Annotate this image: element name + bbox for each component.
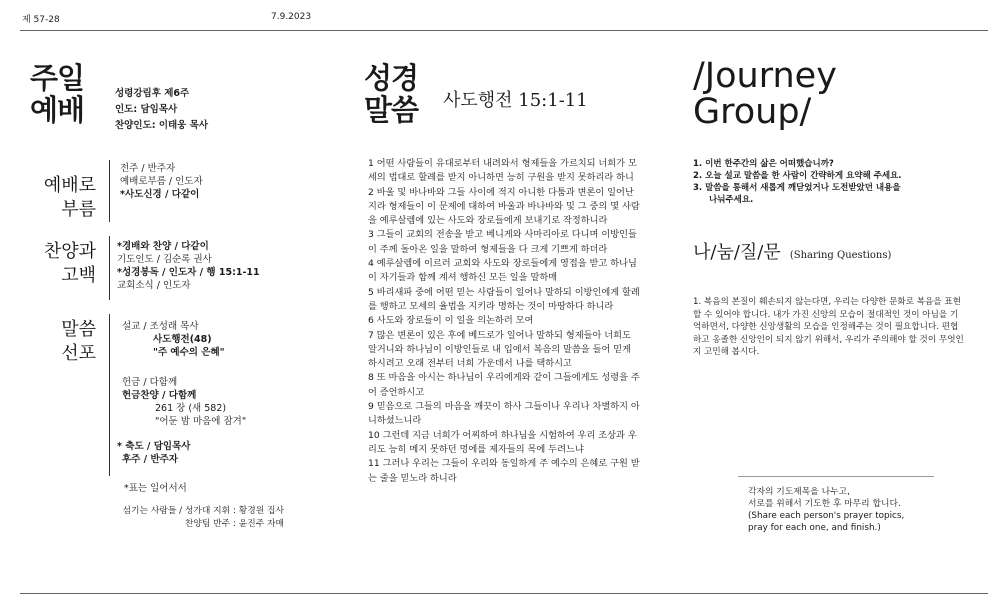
section-call-line2: 부름 (61, 199, 96, 220)
bible-title-line2: 말씀 (364, 93, 419, 127)
order-item: 교회소식 / 인도자 (117, 280, 191, 291)
worship-leader: 인도: 담임목사 (115, 104, 178, 115)
section-praise-line1: 찬양과 (43, 241, 96, 262)
verse: 8 또 마음을 아시는 하나님이 우리에게와 같이 그들에게도 성령을 주어 증언하시고 (368, 372, 640, 398)
section-word-line1: 말씀 (61, 319, 96, 340)
order-item: *성경봉독 / 인도자 / 행 15:1-11 (117, 267, 260, 278)
sermon-label: 설교 / 조성래 목사 (122, 321, 199, 332)
sermon-title: "주 예수의 은혜" (153, 347, 225, 358)
sharing-heading (693, 238, 891, 264)
offering-hymn-title: "어둔 밤 마음에 잠겨" (155, 416, 247, 427)
sharing-text: 1. 복음의 본질이 훼손되지 않는다면, 우리는 다양한 문화로 복음을 표현할 수 있어야 합니다. 내가 가진 신앙의 모습이 절대적인 것이 아님을 기억하면서, 다양한 신앙생활의 모습을 인정해주는 것이 필요합니다. 편협하고 옹졸한 신앙인이 되지 않기 위해서, 우리가 주의해야 할 것이 무엇인지 고민해 봅시다. (693, 297, 964, 357)
worship-title (30, 62, 84, 126)
postlude: 후주 / 반주자 (122, 454, 178, 465)
section-word-title (30, 318, 96, 366)
order-item: *경배와 찬양 / 다같이 (117, 241, 209, 252)
top-rule (20, 30, 988, 31)
worship-info (115, 86, 208, 134)
question: 3. 말씀을 통해서 새롭게 깨닫었거나 도전받았던 내용을 (693, 183, 901, 193)
verse: 1 어떤 사람들이 유대로부터 내려와서 형제들을 가르치되 너희가 모세의 법대로 할례를 받지 아니하면 능히 구원을 받지 못하리라 하니 (368, 158, 637, 184)
prayer-line: 서로를 위해서 기도한 후 마무리 합니다. (748, 499, 901, 509)
sermon-passage: 사도행전(48) (153, 334, 212, 345)
verse: 4 예루살렘에 이르러 교회와 사도와 장로들에게 영접을 받고 하나님이 자기들과 함께 계셔 행하신 모든 일을 말하매 (368, 258, 637, 284)
standing-note: *표는 일어서서 (124, 483, 187, 494)
prayer-rule (738, 476, 934, 477)
journey-title (693, 58, 837, 130)
sharing-title: 나/눔/질/문 (693, 242, 781, 263)
benediction: * 축도 / 담임목사 (117, 441, 191, 452)
order-item: 예배로부름 / 인도자 (120, 176, 203, 187)
journey-title-line2: Group/ (693, 92, 812, 132)
section-divider (109, 236, 110, 300)
bible-title-line1: 성경 (364, 61, 419, 95)
bible-reference: 사도행전 15:1-11 (443, 90, 588, 111)
section-word-line2: 선포 (61, 343, 96, 364)
section-divider (109, 314, 110, 476)
offering-song-label: 헌금찬양 / 다함께 (122, 390, 197, 401)
journey-questions (693, 158, 963, 206)
offering-hymn: 261 장 (새 582) (155, 403, 227, 414)
verse: 11 그러나 우리는 그들이 우리와 동일하게 주 예수의 은혜로 구원 받는 줄을 믿노라 하니라 (368, 458, 640, 484)
prayer-block (748, 486, 904, 534)
bottom-rule (20, 593, 988, 594)
bible-title (364, 62, 418, 126)
section-call-title (30, 174, 96, 222)
servers-line2: 찬양팀 반주 : 윤진주 자매 (184, 519, 284, 529)
prayer-line: (Share each person's prayer topics, (748, 511, 905, 521)
prayer-line: pray for each one, and finish.) (748, 523, 881, 533)
section-praise-title (30, 240, 96, 288)
servers-line1: 섬기는 사람들 / 성가대 지휘 : 황경원 집사 (122, 506, 284, 516)
verse: 6 사도와 장로들이 이 일을 의논하러 모여 (368, 315, 534, 327)
question: 1. 이번 한주간의 삶은 어떠했습니까? (693, 159, 834, 169)
order-item: *사도신경 / 다같이 (120, 189, 200, 200)
question: 2. 오늘 설교 말씀을 한 사람이 간략하게 요약해 주세요. (693, 171, 902, 181)
verse: 5 바리새파 중에 어떤 믿는 사람들이 일어나 말하되 이방인에게 할례를 행하고 모세의 율법을 지키라 명하는 것이 마땅하다 하니라 (368, 286, 640, 312)
journey-title-line1: /Journey (693, 56, 837, 96)
servers-block (118, 505, 284, 531)
verse: 10 그런데 지금 너희가 어찌하여 하나님을 시험하여 우리 조상과 우리도 능히 메지 못하던 멍에를 제자들의 목에 두려느냐 (368, 429, 637, 455)
question: 나눠주세요. (709, 195, 754, 205)
worship-praise-leader: 찬양인도: 이태웅 목사 (115, 120, 209, 131)
sermon-block (122, 320, 225, 359)
order-item: 전주 / 반주자 (120, 163, 176, 174)
worship-season: 성령강림후 제6주 (115, 88, 190, 99)
section-call-line1: 예배로 (43, 175, 96, 196)
order-item: 기도인도 / 김순록 권사 (117, 254, 212, 265)
section-praise-items (117, 240, 260, 292)
sharing-subtitle: (Sharing Questions) (789, 250, 892, 261)
bulletin-date: 7.9.2023 (271, 12, 312, 22)
verse: 2 바울 및 바나바와 그들 사이에 적지 아니한 다툼과 변론이 일어난지라 형제들이 이 문제에 대하여 바울과 바나바와 및 그 중의 몇 사람을 예루살렘에 있는 사도와 장로들에게 보내기로 작정하니라 (368, 186, 640, 227)
sharing-text-block (693, 296, 965, 359)
prayer-line: 각자의 기도제목을 나누고, (748, 487, 850, 497)
worship-title-line2: 예배 (30, 93, 85, 127)
offering-label: 헌금 / 다함께 (122, 377, 178, 388)
section-praise-line2: 고백 (61, 265, 96, 286)
section-call-items (120, 162, 203, 201)
closing-block (117, 440, 190, 466)
verse: 3 그들이 교회의 전송을 받고 베니게와 사마리아로 다니며 이방인들이 주께 돌아온 일을 말하여 형제들을 다 크게 기쁘게 하더라 (368, 229, 637, 255)
verse: 9 믿음으로 그들의 마음을 깨끗이 하사 그들이나 우리나 차별하지 아니하셨느니라 (368, 401, 640, 427)
scripture-text (368, 157, 640, 486)
worship-title-line1: 주일 (30, 61, 85, 95)
verse: 7 많은 변론이 있은 후에 베드로가 일어나 말하되 형제들아 너희도 알거니와 하나님이 이방인들로 내 입에서 복음의 말씀을 들어 믿게 하시려고 오래 전부터 너희 가운데서 나를 택하시고 (368, 329, 631, 370)
section-divider (109, 160, 110, 222)
issue-number: 제 57-28 (22, 15, 60, 25)
offering-block (122, 376, 246, 428)
